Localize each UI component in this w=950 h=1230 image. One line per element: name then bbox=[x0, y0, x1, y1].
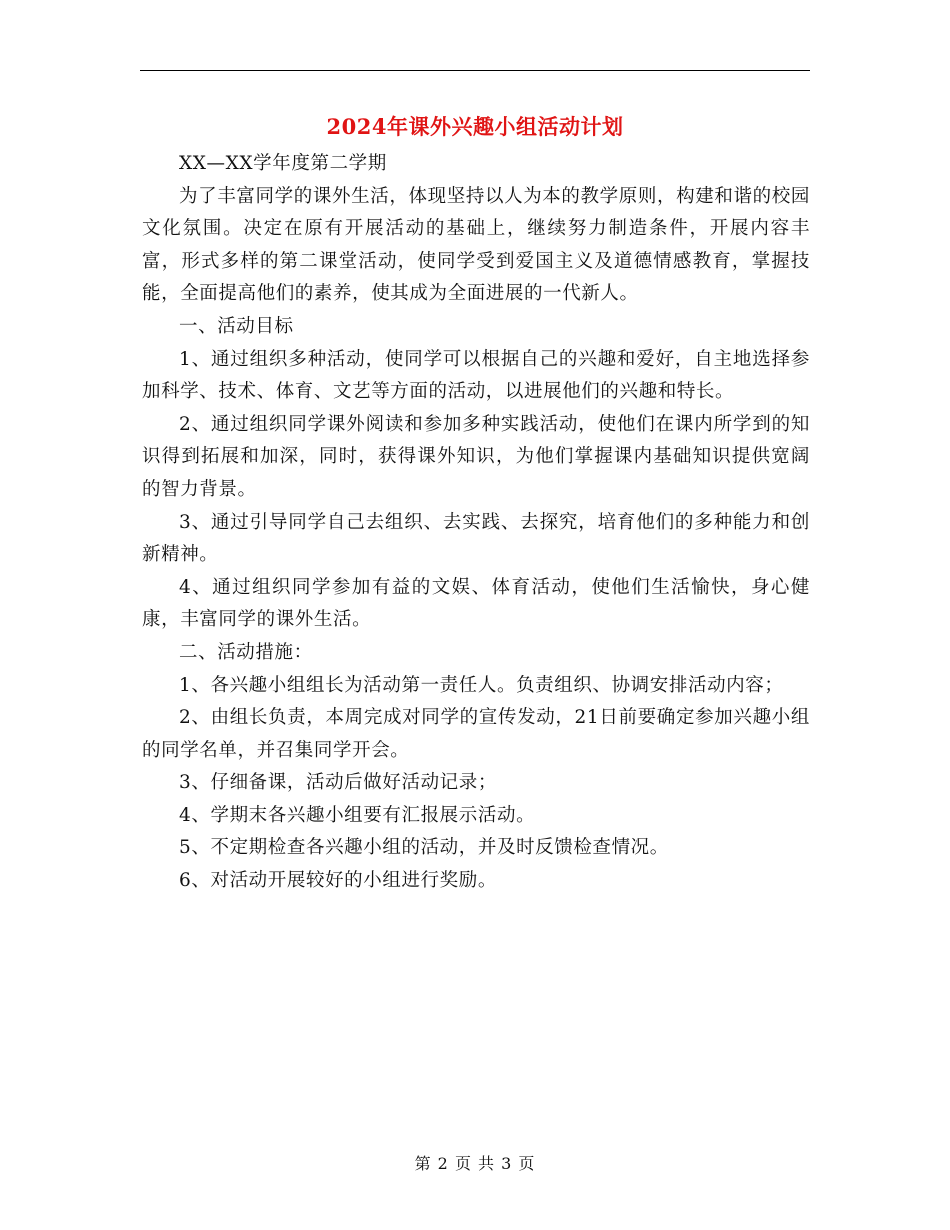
section-heading-measures: 二、活动措施： bbox=[179, 641, 313, 663]
measure-item-3: 3、仔细备课，活动后做好活动记录； bbox=[179, 772, 497, 794]
goal-item-4: 4、通过组织同学参加有益的文娱、体育活动，使他们生活愉快，身心健康，丰富同学的课外生活。 bbox=[142, 576, 810, 631]
page-number-footer: 第 2 页 共 3 页 bbox=[414, 1154, 536, 1173]
measure-item-5: 5、不定期检查各兴趣小组的活动，并及时反馈检查情况。 bbox=[179, 837, 669, 859]
measure-item-6: 6、对活动开展较好的小组进行奖励。 bbox=[179, 870, 497, 892]
paragraph-intro: 为了丰富同学的课外生活，体现坚持以人为本的教学原则，构建和谐的校园文化氛围。决定在原有开展活动的基础上，继续努力制造条件，开展内容丰富，形式多样的第二课堂活动，使同学受到爱国主义及道德情感教育，掌握技能，全面提高他们的素养，使其成为全面进展的一代新人。 bbox=[142, 185, 810, 305]
document-body bbox=[142, 148, 810, 898]
measure-item-1: 1、各兴趣小组组长为活动第一责任人。负责组织、协调安排活动内容； bbox=[179, 674, 784, 696]
measure-item-2: 2、由组长负责，本周完成对同学的宣传发动，21日前要确定参加兴趣小组的同学名单，并召集同学开会。 bbox=[142, 707, 810, 761]
header-rule bbox=[140, 70, 810, 71]
goal-item-1: 1、通过组织多种活动，使同学可以根据自己的兴趣和爱好，自主地选择参加科学、技术、体育、文艺等方面的活动，以进展他们的兴趣和特长。 bbox=[142, 348, 810, 403]
goal-item-2: 2、通过组织同学课外阅读和参加多种实践活动，使他们在课内所学到的知识得到拓展和加深，同时，获得课外知识，为他们掌握课内基础知识提供宽阔的智力背景。 bbox=[142, 413, 810, 500]
document-title: 2024年课外兴趣小组活动计划 bbox=[326, 114, 624, 139]
section-heading-goals: 一、活动目标 bbox=[179, 315, 294, 337]
paragraph-school-term: XX—XX学年度第二学期 bbox=[179, 153, 387, 174]
goal-item-3: 3、通过引导同学自己去组织、去实践、去探究，培育他们的多种能力和创新精神。 bbox=[142, 511, 810, 566]
measure-item-4: 4、学期末各兴趣小组要有汇报展示活动。 bbox=[179, 804, 536, 826]
